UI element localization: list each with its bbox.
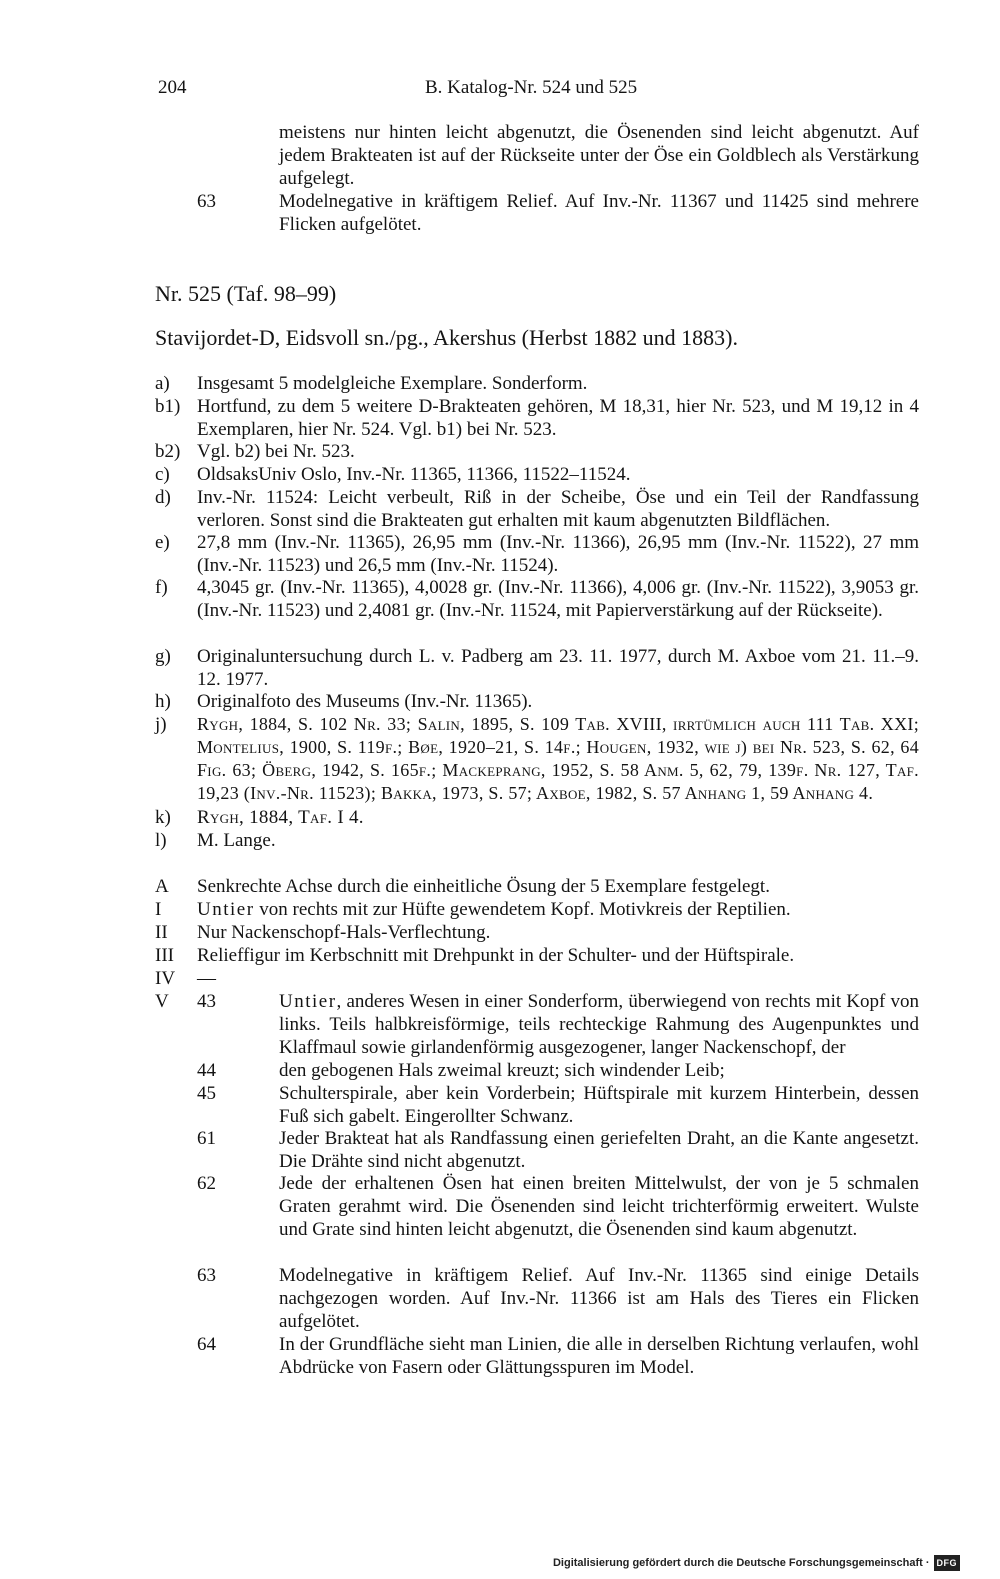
v-item-text: Jede der erhaltenen Ösen hat einen breiten Mittelwulst, der von je 5 schmalen Graten gerahmt wird. Die Ösenenden sind leicht trichterförmig erweitert. Wulste und Grate sind hinten leicht abgenutzt, die Ösenenden sind kaum abgenutzt. — [279, 1173, 919, 1240]
v-item-text-rest: , anderes Wesen in einer Sonderform, überwiegend von rechts mit Kopf von links. Teils halbkreisförmige, teils rechteckige Rahmung des Augenpunktes und Klaffmaul sowie girlandenförmig ausgezogener, langer Nackenschopf, der — [279, 991, 919, 1058]
axis-text: Nur Nackenschopf-Hals-Verflechtung. — [197, 922, 491, 943]
item-label: l) — [155, 830, 167, 851]
page-number: 204 — [158, 77, 187, 98]
axis-label: A — [155, 876, 169, 897]
item-text: Originalfoto des Museums (Inv.-Nr. 11365). — [197, 691, 533, 712]
v-item-number: 45 — [197, 1083, 216, 1104]
item-text: M. Lange. — [197, 830, 276, 851]
v-item-number: 62 — [197, 1173, 216, 1194]
item-label: a) — [155, 373, 170, 394]
footer-text: Digitalisierung gefördert durch die Deutsche Forschungsgemeinschaft · — [552, 1557, 930, 1569]
item-text: Originaluntersuchung durch L. v. Padberg am 23. 11. 1977, durch M. Axboe vom 21. 11.–9. 12. 1977. — [197, 646, 919, 690]
v-item-text: den gebogenen Hals zweimal kreuzt; sich windender Leib; — [279, 1060, 725, 1081]
item-label: b2) — [155, 441, 181, 462]
item-text: Hortfund, zu dem 5 weitere D-Brakteaten gehören, M 18,31, hier Nr. 523, und M 19,12 in 4 Exemplaren, hier Nr. 524. Vgl. b1) bei Nr. 523. — [197, 396, 919, 440]
v-item-text — [279, 990, 919, 1059]
entry-location: Stavijordet-D, Eidsvoll sn./pg., Akershus (Herbst 1882 und 1883). — [155, 325, 738, 350]
axis-text: Senkrechte Achse durch die einheitliche Ösung der 5 Exemplare festgelegt. — [197, 876, 770, 897]
axis-label: I — [155, 899, 162, 920]
item-label: d) — [155, 487, 171, 508]
item-text: 4,3045 gr. (Inv.-Nr. 11365), 4,0028 gr. (Inv.-Nr. 11366), 4,006 gr. (Inv.-Nr. 11522), 3,9053 gr. (Inv.-Nr. 11523) und 2,4081 gr. (Inv.-Nr. 11524, mit Papierverstärkung auf der Rückseite). — [197, 577, 919, 621]
axis-text: — — [197, 968, 216, 989]
continuation-text: meistens nur hinten leicht abgenutzt, die Ösenenden sind leicht abgenutzt. Auf jedem Brakteaten ist auf der Rückseite unter der Öse ein Goldblech als Verstärkung aufgelegt. — [279, 122, 919, 189]
item-text: Insgesamt 5 modelgleiche Exemplare. Sonderform. — [197, 373, 588, 394]
axis-label: II — [155, 922, 168, 943]
axis-label: IV — [155, 968, 176, 989]
item-label: g) — [155, 646, 171, 667]
item-text: 27,8 mm (Inv.-Nr. 11365), 26,95 mm (Inv.-Nr. 11366), 26,95 mm (Inv.-Nr. 11522), 27 mm (Inv.-Nr. 11523) und 26,5 mm (Inv.-Nr. 11524). — [197, 532, 919, 576]
v-item-number: 63 — [197, 1265, 216, 1286]
axis-label: V — [155, 991, 169, 1012]
axis-text-rest: von rechts mit zur Hüfte gewendetem Kopf. Motivkreis der Reptilien. — [254, 899, 791, 920]
item-label: f) — [155, 577, 168, 598]
v-item-text: In der Grundfläche sieht man Linien, die alle in derselben Richtung verlaufen, wohl Abdrücke von Fasern oder Glättungsspuren im Model. — [279, 1334, 919, 1378]
v-item-number: 61 — [197, 1128, 216, 1149]
v-item-number: 43 — [197, 991, 216, 1012]
item-text-literature: Rygh, 1884, S. 102 Nr. 33; Salin, 1895, S. 109 Tab. XVIII, irrtümlich auch 111 Tab. XXI; Montelius, 1900, S. 119f.; Bøe, 1920–21, S. 14f.; Hougen, 1932, wie j) bei Nr. 523, S. 62, 64 Fig. 63; Öberg, 1942, S. 165f.; Mackeprang, 1952, S. 58 Anm. 5, 62, 79, 139f. Nr. 127, Taf. 19,23 (Inv.-Nr. 11523); Bakka, 1973, S. 57; Axboe, 1982, S. 57 Anhang 1, 59 Anhang 4. — [197, 714, 919, 803]
continuation-item-number: 63 — [197, 191, 216, 212]
item-label: h) — [155, 691, 171, 712]
axis-lead-word: Untier — [197, 899, 255, 920]
digitization-footer — [553, 1555, 960, 1571]
axis-text — [197, 898, 919, 921]
item-label: e) — [155, 532, 170, 553]
v-item-text: Schulterspirale, aber kein Vorderbein; Hüftspirale mit kurzem Hinterbein, dessen Fuß sich gabelt. Eingerollter Schwanz. — [279, 1083, 919, 1127]
v-item-number: 64 — [197, 1334, 216, 1355]
item-label: b1) — [155, 396, 181, 417]
entry-title: Nr. 525 (Taf. 98–99) — [155, 281, 337, 306]
v-item-number: 44 — [197, 1060, 216, 1081]
running-head: B. Katalog-Nr. 524 und 525 — [425, 77, 638, 98]
item-text: Vgl. b2) bei Nr. 523. — [197, 441, 355, 462]
item-text: Inv.-Nr. 11524: Leicht verbeult, Riß in der Scheibe, Öse und ein Teil der Randfassung verloren. Sonst sind die Brakteaten gut erhalten mit kaum abgenutzten Bildflächen. — [197, 487, 919, 531]
v-item-text: Modelnegative in kräftigem Relief. Auf Inv.-Nr. 11365 sind einige Details nachgezogen worden. Auf Inv.-Nr. 11366 ist am Hals des Tieres ein Flicken aufgelötet. — [279, 1265, 919, 1332]
item-text: Rygh, 1884, Taf. I 4. — [197, 807, 364, 828]
continuation-item-text: Modelnegative in kräftigem Relief. Auf Inv.-Nr. 11367 und 11425 sind mehrere Flicken aufgelötet. — [279, 191, 919, 235]
v-item-lead-word: Untier — [279, 991, 337, 1012]
item-label: k) — [155, 807, 171, 828]
v-item-text: Jeder Brakteat hat als Randfassung einen geriefelten Draht, an die Kante angesetzt. Die Drähte sind nicht abgenutzt. — [279, 1128, 919, 1172]
dfg-logo: DFG — [934, 1555, 961, 1571]
axis-label: III — [155, 945, 174, 966]
item-label: c) — [155, 464, 170, 485]
axis-text: Relieffigur im Kerbschnitt mit Drehpunkt in der Schulter- und der Hüftspirale. — [197, 945, 795, 966]
item-text: OldsaksUniv Oslo, Inv.-Nr. 11365, 11366, 11522–11524. — [197, 464, 631, 485]
item-label: j) — [155, 714, 167, 735]
